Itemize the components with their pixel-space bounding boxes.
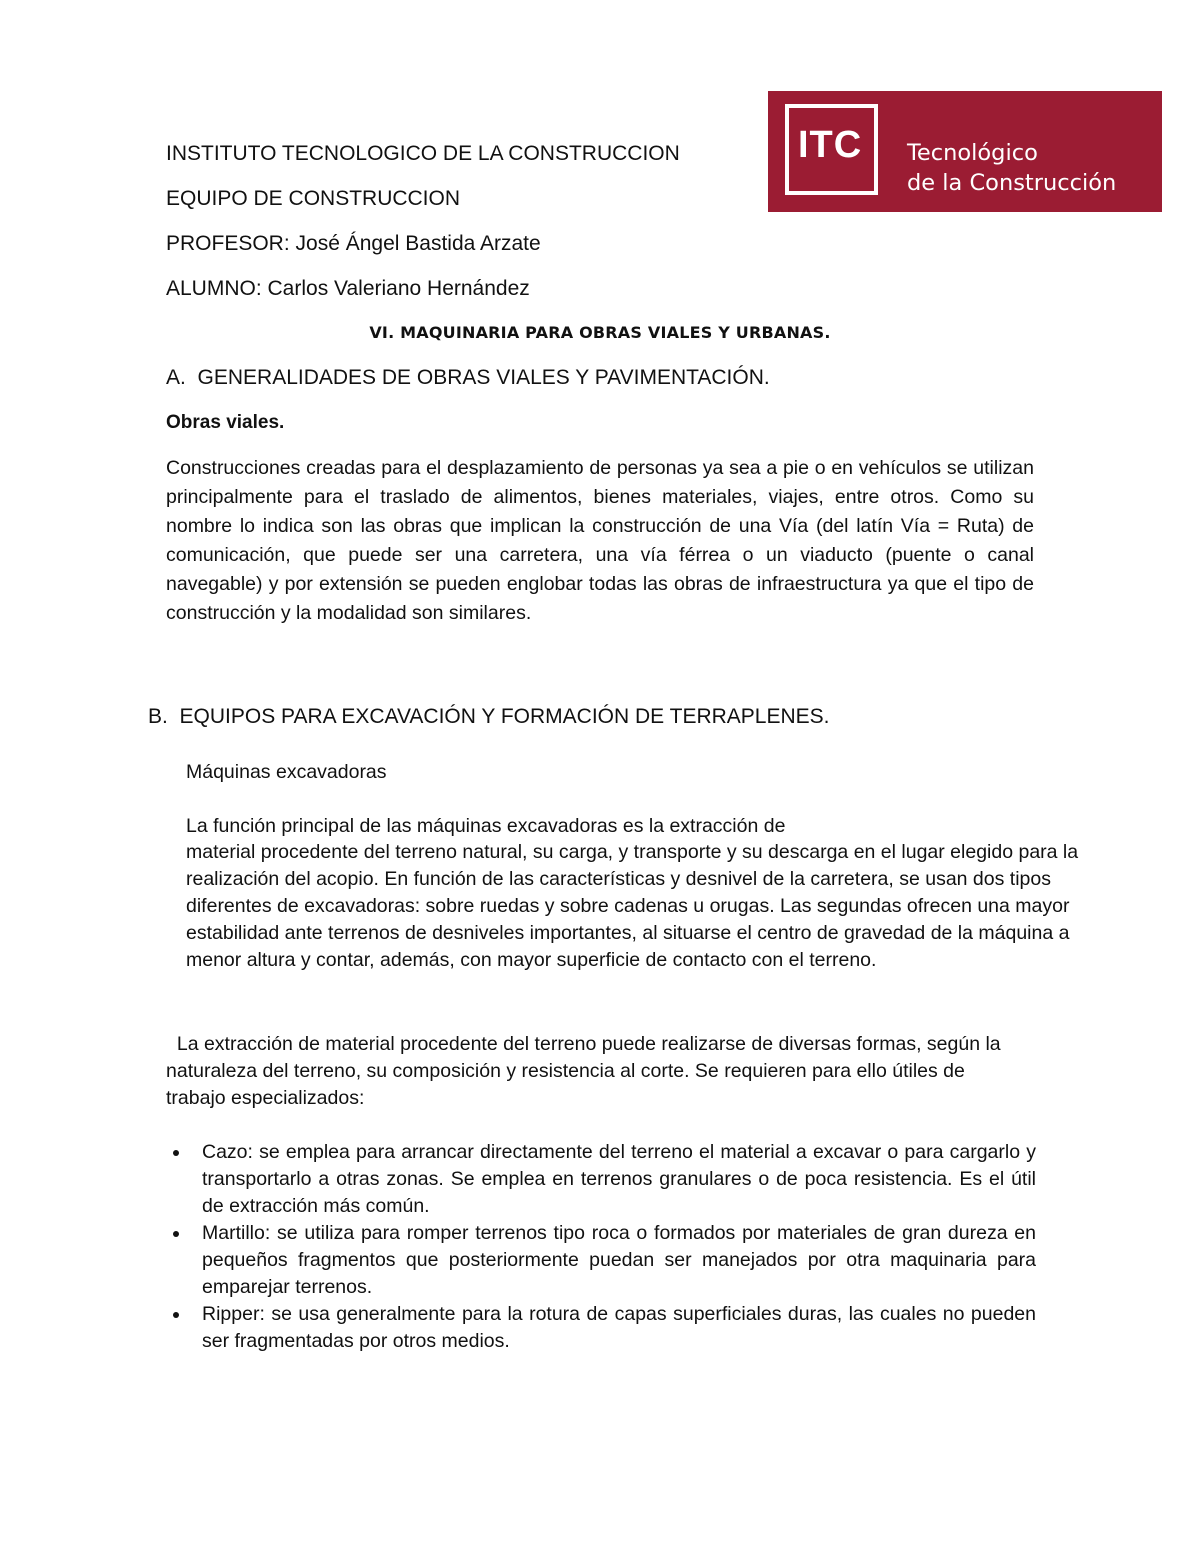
list-item-text: Cazo: se emplea para arrancar directamente del terreno el material a excavar o para cargarlo y transportarlo a otras zonas. Se emplea en terrenos granulares o de poca resistencia. Es el útil de extracción más común. — [202, 1141, 1036, 1217]
list-item — [166, 1220, 1036, 1301]
section-b-paragraph2: La extracción de material procedente del terreno puede realizarse de diversas formas, según la naturaleza del terreno, su composición y resistencia al corte. Se requieren para ello útiles de trabajo especializados: — [166, 1033, 1007, 1109]
section-a-paragraph-text: Construcciones creadas para el desplazamiento de personas ya sea a pie o en vehículos se utilizan principalmente para el traslado de alimentos, bienes materiales, viajes, entre otros. Como su nombre lo indica son las obras que implican la construcción de una Vía (del latín Vía = Ruta) de comunicación, que puede ser una carretera, una vía férrea o un viaducto (puente o canal navegable) y por extensión se pueden englobar todas las obras de infraestructura ya que el tipo de construcción y la modalidad son similares. — [166, 457, 1034, 624]
logo-abbreviation: ITC — [798, 124, 863, 166]
bullet-icon — [173, 1150, 179, 1156]
list-item — [166, 1301, 1036, 1355]
section-a-paragraph — [166, 454, 1034, 628]
institute-name: INSTITUTO TECNOLOGICO DE LA CONSTRUCCION — [166, 142, 680, 165]
list-item — [166, 1139, 1036, 1220]
section-b-paragraph1-line1: La función principal de las máquinas excavadoras es la extracción de — [186, 815, 786, 837]
student-line: ALUMNO: Carlos Valeriano Hernández — [166, 277, 530, 300]
logo-text-line1: Tecnológico — [907, 140, 1038, 166]
tool-list — [166, 1139, 1036, 1355]
itc-logo — [768, 91, 1162, 212]
bullet-icon — [173, 1312, 179, 1318]
logo-text-line2: de la Construcción — [907, 170, 1117, 196]
document-title: VI. MAQUINARIA PARA OBRAS VIALES Y URBANAS. — [369, 323, 831, 342]
course-name: EQUIPO DE CONSTRUCCION — [166, 187, 461, 210]
section-b-heading: B. EQUIPOS PARA EXCAVACIÓN Y FORMACIÓN DE TERRAPLENES. — [148, 705, 830, 728]
list-item-text: Martillo: se utiliza para romper terrenos tipo roca o formados por materiales de gran dureza en pequeños fragmentos que posteriormente puedan ser manejados por otra maquinaria para emparejar terrenos. — [202, 1222, 1036, 1298]
section-b-paragraph1-body: material procedente del terreno natural, su carga, y transporte y su descarga en el lugar elegido para la realización del acopio. En función de las características y desnivel de la carretera, se usan dos tipos diferentes de excavadoras: sobre ruedas y sobre cadenas u orugas. Las segundas ofrecen una mayor estabilidad ante terrenos de desniveles importantes, al situarse el centro de gravedad de la máquina a menor altura y contar, además, con mayor superficie de contacto con el terreno. — [186, 841, 1079, 971]
bullet-icon — [173, 1231, 179, 1237]
section-b-subheading: Máquinas excavadoras — [186, 761, 387, 783]
professor-line: PROFESOR: José Ángel Bastida Arzate — [166, 232, 541, 255]
list-item-text: Ripper: se usa generalmente para la rotura de capas superficiales duras, las cuales no pueden ser fragmentadas por otros medios. — [202, 1303, 1036, 1352]
section-a-heading: A. GENERALIDADES DE OBRAS VIALES Y PAVIMENTACIÓN. — [166, 366, 770, 389]
section-a-subheading: Obras viales. — [166, 412, 285, 433]
